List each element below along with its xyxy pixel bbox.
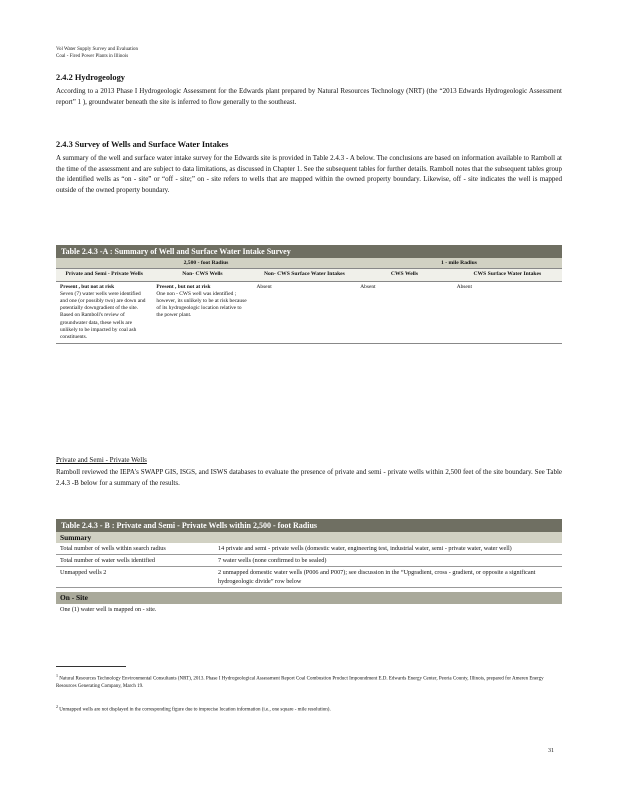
footnote-divider xyxy=(56,666,126,667)
table-b-onsite-header: On - Site xyxy=(56,592,562,604)
table-a-radius-row xyxy=(56,258,562,268)
onsite-text: One (1) water well is mapped on - site. xyxy=(60,606,157,613)
hydrogeology-paragraph: According to a 2013 Phase I Hydrogeologic Assessment for the Edwards plant prepared by Natural Resources Technology (NRT) (the “2013 Edwards Hydrogeologic Assessment report” 1 ), groundwater beneath the site is inferred to flow generally to the southeast. xyxy=(56,87,562,106)
cell-cws-wells: Absent xyxy=(360,283,376,290)
table-b-row xyxy=(56,555,562,567)
footnote-2 xyxy=(56,703,562,714)
table-a-header xyxy=(56,268,562,282)
row-label: Unmapped wells 2 xyxy=(60,569,107,576)
section-title-wells-survey: 2.4.3 Survey of Wells and Surface Water Intakes xyxy=(56,140,229,149)
row-label: Total number of water wells identified xyxy=(60,557,155,564)
col-cws-wells: CWS Wells xyxy=(390,271,419,277)
cell-non-cws-detail: One non - CWS well was identified ; however, its unlikely to be at risk because of its hydrogeologic location relative to the power plant. xyxy=(156,290,247,319)
cell-private-detail: Seven (7) water wells were identified and one (or possibly two) are down and potentially downgradient of the site. Based on Ramboll's review of groundwater data, these wells are unlikely to be impacted by coal ash constituents. xyxy=(60,290,146,340)
table-b-title: Table 2.4.3 - B : Private and Semi - Private Wells within 2,500 - foot Radius xyxy=(56,519,562,532)
table-a-row xyxy=(56,282,562,345)
table-b-row xyxy=(56,567,562,588)
table-b-onsite-row xyxy=(56,604,562,615)
cell-private-status: Present , but not at risk xyxy=(60,283,115,290)
row-value: 7 water wells (none confirmed to be sealed) xyxy=(218,557,327,564)
header-line-2: Coal - Fired Power Plants in Illinois xyxy=(56,53,129,59)
footnote-1-marker: 1 xyxy=(56,673,58,678)
cell-private-wells xyxy=(56,282,152,344)
running-header xyxy=(56,47,138,60)
col-non-cws-wells: Non- CWS Wells xyxy=(182,271,223,277)
radius-2500: 2,500 - foot Radius xyxy=(183,260,229,266)
footnote-2-text: Unmapped wells are not displayed in the corresponding figure due to imprecise location information (i.e., one square - mile resolution). xyxy=(59,707,331,713)
private-wells-paragraph: Ramboll reviewed the IEPA's SWAPP GIS, ISGS, and ISWS databases to evaluate the presence of private and semi - private wells within 2,500 feet of the site boundary. See Table 2.4.3 -B below for a summary of the results. xyxy=(56,468,562,487)
page-number: 31 xyxy=(548,748,554,754)
table-a xyxy=(56,245,562,344)
cell-non-cws-status: Present , but not at risk xyxy=(156,283,211,290)
cell-non-cws-intakes: Absent xyxy=(256,283,272,290)
col-non-cws-intakes: Non- CWS Surface Water Intakes xyxy=(263,271,345,277)
table-b xyxy=(56,519,562,615)
col-private-wells: Private and Semi - Private Wells xyxy=(65,271,143,277)
cell-cws-intakes: Absent xyxy=(456,283,472,290)
private-wells-subtitle: Private and Semi - Private Wells xyxy=(56,456,147,464)
radius-1-mile: 1 - mile Radius xyxy=(441,260,477,266)
footnote-1 xyxy=(56,672,562,690)
table-a-title: Table 2.4.3 -A : Summary of Well and Surface Water Intake Survey xyxy=(56,245,562,258)
footnote-1-text: Natural Resources Technology Environmental Consultants (NRT), 2013. Phase I Hydrogeological Assessment Report Coal Combustion Product Impoundment E.D. Edwards Energy Center, Peoria County, Illinois, prepared for Ameren Energy Resources Generating Company, March 19. xyxy=(56,676,544,690)
row-value: 2 unmapped domestic water wells (P006 and P007); see discussion in the “Upgradient, cross - gradient, or opposite a significant hydrogeologic divide” row below xyxy=(218,569,536,585)
footnote-2-marker: 2 xyxy=(56,704,58,709)
col-cws-intakes: CWS Surface Water Intakes xyxy=(473,271,542,277)
section-title-hydrogeology: 2.4.2 Hydrogeology xyxy=(56,73,125,82)
row-value: 14 private and semi - private wells (domestic water, engineering test, industrial water, semi - private water, water well) xyxy=(218,545,512,552)
cell-non-cws-wells xyxy=(152,282,252,344)
wells-survey-paragraph: A summary of the well and surface water intake survey for the Edwards site is provided in Table 2.4.3 - A below. The conclusions are based on information available to Ramboll at the time of the assessment and are subject to data limitations, as discussed in Chapter 1. See the subsequent tables for further details. Ramboll notes that the subsequent tables group the identified wells as “on - site” or “off - site;” on - site refers to wells that are mapped within the owned property boundary. Likewise, off - site indicates the well is mapped outside of the owned property boundary. xyxy=(56,154,562,194)
table-b-row xyxy=(56,543,562,555)
table-b-summary-header: Summary xyxy=(56,532,562,543)
header-line-1: Vol Water Supply Survey and Evaluation xyxy=(56,47,139,52)
row-label: Total number of wells within search radius xyxy=(60,545,166,552)
